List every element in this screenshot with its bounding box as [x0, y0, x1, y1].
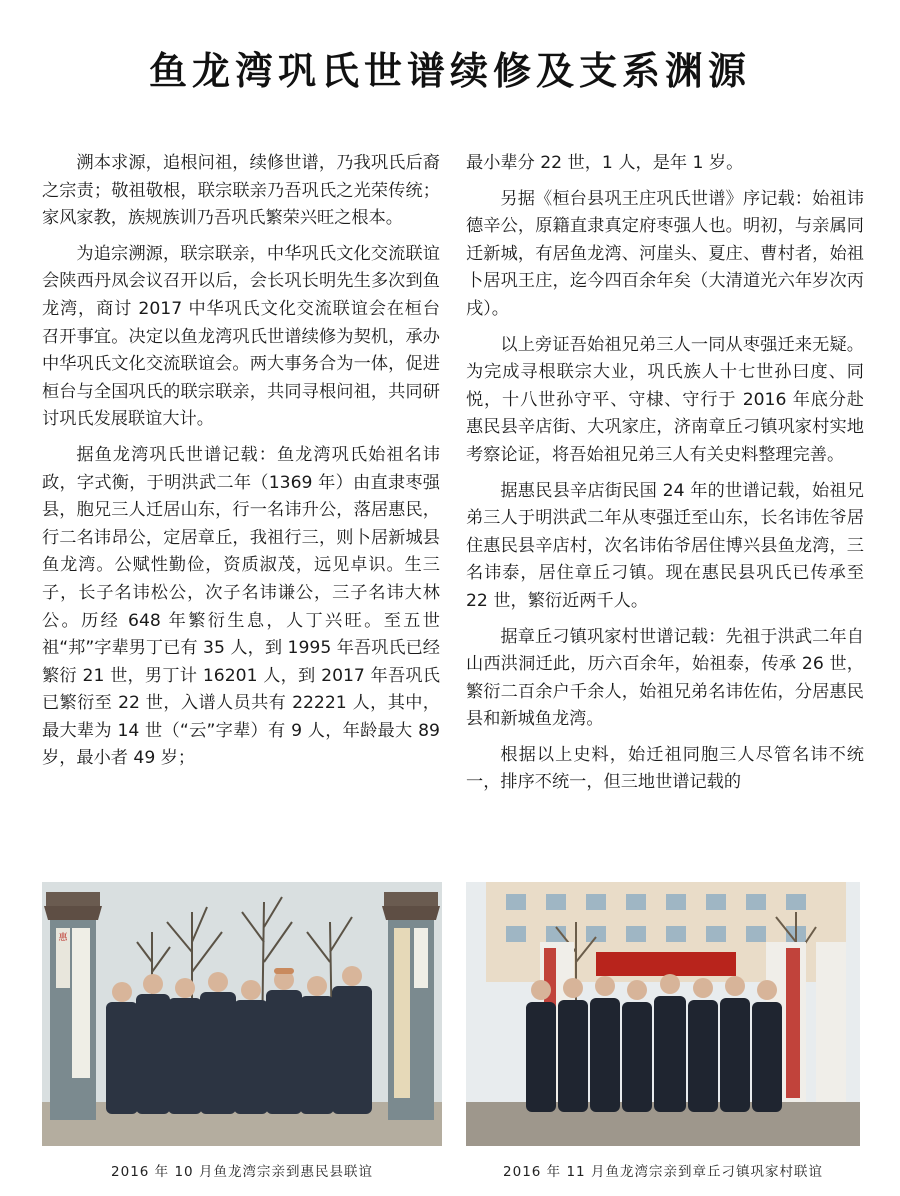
paragraph: 为追宗溯源，联宗联亲，中华巩氏文化交流联谊会陕西丹凤会议召开以后，会长巩长明先生多次到鱼龙湾，商讨 2017 中华巩氏文化交流联谊会在桓台召开事宜。决定以鱼龙湾巩氏世谱续修为契机，承办中华巩氏文化交流联谊会。两大事务合为一体，促进桓台与全国巩氏的联宗联亲，共同寻根问祖，共同研讨巩氏发展联谊大计。 [42, 243, 440, 430]
group-photo-zhangqiu [466, 882, 860, 1146]
photo-illustration [466, 882, 860, 1146]
paragraph: 溯本求源，追根问祖，续修世谱，乃我巩氏后裔之宗责；敬祖敬根，联宗联亲乃吾巩氏之光荣传统；家风家教，族规族训乃吾巩氏繁荣兴旺之根本。 [42, 153, 440, 229]
sign-left-text: 惠 [58, 933, 68, 943]
paragraph: 根据以上史料，始迁祖同胞三人尽管名讳不统一，排序不统一，但三地世谱记载的 [466, 744, 864, 793]
paragraph: 据鱼龙湾巩氏世谱记载：鱼龙湾巩氏始祖名讳政，字式衡，于明洪武二年（1369 年）由直隶枣强县，胞兄三人迁居山东，行一名讳升公，落居惠民，行二名讳昂公，定居章丘，我祖行三，则卜居新城县鱼龙湾。公赋性勤俭，资质淑茂，远见卓识。生三子，长子名讳松公，次子名讳谦公，三子名讳大林公。历经 648 年繁衍生息，人丁兴旺。至五世祖“邦”字辈男丁已有 35 人，到 1995 年吾巩氏已经繁衍 21 世，男丁计 16201 人，到 2017 年吾巩氏已繁衍至 22 世，入谱人员共有 22221 人，其中，最大辈为 14 世（“云”字辈）有 9 人，年龄最大 89 岁，最小者 49 岁； [42, 444, 440, 769]
photo-illustration [42, 882, 442, 1146]
right-column [466, 150, 864, 805]
photo-caption: 2016 年 10 月鱼龙湾宗亲到惠民县联谊 [111, 1164, 373, 1180]
paragraph: 据章丘刁镇巩家村世谱记载：先祖于洪武二年自山西洪洞迁此，历六百余年，始祖泰，传承 26 世，繁衍二百余户千余人，始祖兄弟名讳佐佑，分居惠民县和新城鱼龙湾。 [466, 626, 864, 730]
photo-caption: 2016 年 11 月鱼龙湾宗亲到章丘刁镇巩家村联谊 [503, 1164, 823, 1180]
paragraph: 据惠民县辛店街民国 24 年的世谱记载，始祖兄弟三人于明洪武二年从枣强迁至山东，长名讳佐爷居住惠民县辛店村，次名讳佑爷居住博兴县鱼龙湾，三名讳泰，居住章丘刁镇。现在惠民县巩氏已传承至 22 世，繁衍近两千人。 [466, 480, 864, 611]
paragraph-continuation: 最小辈分 22 世，1 人，是年 1 岁。 [466, 153, 744, 173]
left-column [42, 150, 440, 781]
page-title: 鱼龙湾巩氏世谱续修及支系渊源 [148, 48, 751, 93]
paragraph: 以上旁证吾始祖兄弟三人一同从枣强迁来无疑。为完成寻根联宗大业，巩氏族人十七世孙曰度、同悦，十八世孙守平、守棣、守行于 2016 年底分赴惠民县辛店街、大巩家庄，济南章丘刁镇巩家村实地考察论证，将吾始祖兄弟三人有关史料整理完善。 [466, 334, 864, 465]
paragraph: 另据《桓台县巩王庄巩氏世谱》序记载：始祖讳德辛公，原籍直隶真定府枣强人也。明初，与亲属同迁新城，有居鱼龙湾、河崖头、夏庄、曹村者，始祖卜居巩王庄，迄今四百余年矣（大清道光六年岁次丙戌）。 [466, 188, 864, 319]
group-photo-huimin [42, 882, 442, 1146]
